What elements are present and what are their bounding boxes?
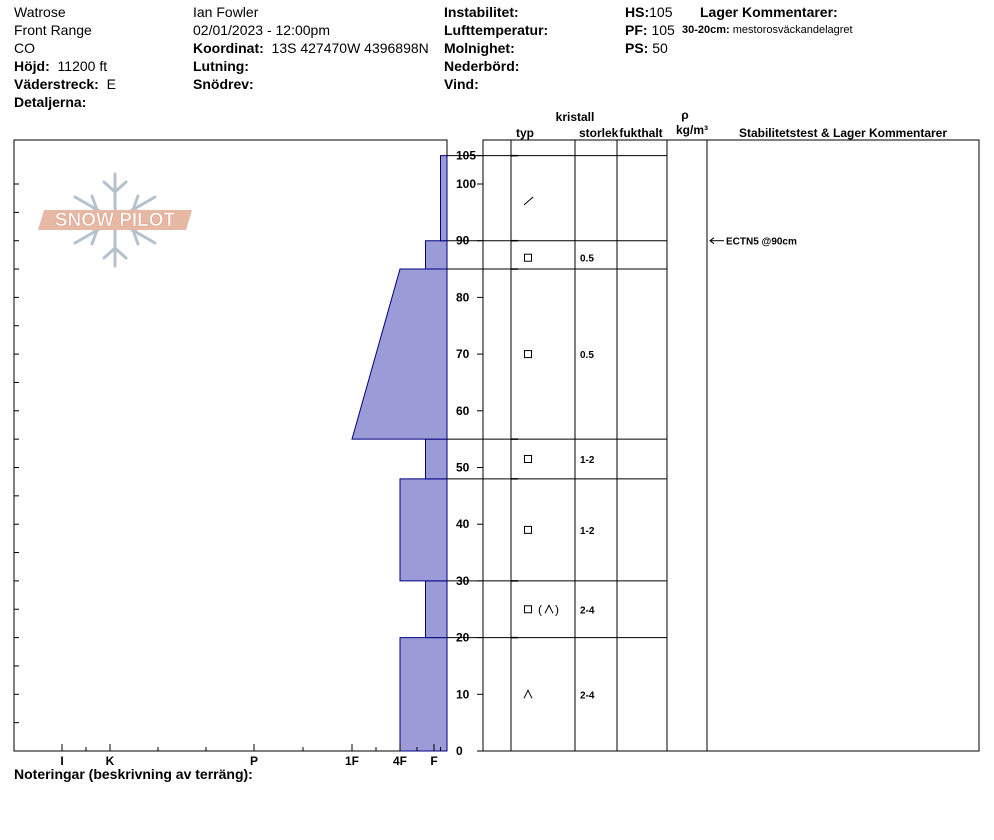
hs-label: HS:: [625, 4, 650, 20]
crystal-paren-close: ): [555, 602, 559, 617]
crystal-size: 2-4: [580, 605, 595, 617]
hardness-layer: [426, 581, 448, 638]
crystal-paren-open: (: [538, 602, 542, 617]
depth-tick-label: 50: [456, 460, 470, 475]
depth-tick-label: 90: [456, 233, 470, 248]
hardness-layer: [352, 269, 447, 439]
pf-label: PF:: [625, 22, 648, 38]
depth-axis: [456, 149, 483, 758]
location-name: Watrose: [14, 4, 66, 20]
hardness-tick-label: 1F: [344, 754, 360, 768]
crystal-rows: [524, 197, 595, 701]
ps-label: PS:: [625, 40, 649, 56]
depth-tick-label: 0: [456, 744, 463, 758]
hardness-tick-label: F: [430, 754, 438, 768]
crystal-size: 0.5: [580, 253, 594, 265]
stability-tests: [710, 237, 797, 248]
hardness-layer: [400, 638, 447, 751]
crystal-facet-icon: [525, 254, 532, 261]
wind-label: Vind:: [444, 76, 479, 92]
depth-tick-label: 40: [456, 517, 470, 532]
crystal-precip-icon: [524, 197, 533, 205]
hs-value: 105: [649, 4, 673, 20]
coordinate-value: 13S 427470W 4396898N: [271, 40, 429, 56]
ps-value: 50: [652, 40, 668, 56]
layer-table-frame: [483, 140, 979, 751]
hardness-tick-label: K: [105, 754, 115, 768]
slope-label: Lutning:: [193, 58, 249, 74]
hardness-tick-label: 4F: [392, 754, 408, 768]
mountain-range: Front Range: [14, 22, 92, 38]
header-rho: ρ: [681, 108, 689, 122]
crystal-size: 1-2: [580, 525, 595, 537]
crystal-facet-icon: [525, 606, 532, 613]
elevation-label: Höjd:: [14, 58, 50, 74]
depth-tick-label: 60: [456, 403, 470, 418]
depth-tick-label: 30: [456, 573, 470, 588]
observer-name: Ian Fowler: [193, 4, 259, 20]
header-moisture: fukthalt: [619, 126, 663, 140]
snowpilot-logo: [38, 174, 192, 266]
crystal-depth-hoar-icon: [524, 690, 532, 698]
depth-tick-label: 80: [456, 290, 470, 305]
logo-text: SNOW PILOT: [54, 210, 176, 231]
hardness-tick-label: P: [249, 754, 259, 768]
crystal-facet-icon: [525, 455, 532, 462]
header-size: storlek: [579, 126, 619, 140]
depth-tick-label: 100: [456, 177, 477, 191]
hardness-layer: [426, 241, 448, 269]
sky-label: Molnighet:: [444, 40, 515, 56]
depth-tick-label: 20: [456, 630, 470, 645]
hardness-axis: [60, 744, 440, 768]
depth-tick-label: 70: [456, 347, 470, 362]
crystal-size: 0.5: [580, 350, 594, 362]
precip-label: Nederbörd:: [444, 58, 520, 74]
header-density: kg/m³: [675, 123, 709, 137]
crystal-facet-icon: [525, 526, 532, 533]
hardness-layers: [352, 156, 447, 751]
crystal-size: 2-4: [580, 690, 595, 702]
left-depth-ticks: [14, 184, 19, 723]
crystal-depth-hoar-icon: [545, 605, 553, 613]
details-label: Detaljerna:: [14, 94, 87, 110]
drift-label: Snödrev:: [193, 76, 254, 92]
instability-label: Instabilitet:: [444, 4, 519, 20]
state: CO: [14, 40, 35, 56]
header-stability: Stabilitetstest & Lager Kommentarer: [738, 126, 948, 140]
hardness-layer: [426, 439, 448, 479]
hardness-layer: [400, 479, 447, 581]
aspect-value: E: [106, 76, 116, 92]
stability-test-label: ECTN5 @90cm: [726, 236, 797, 248]
hardness-plot-frame: [14, 140, 447, 751]
crystal-size: 1-2: [580, 454, 595, 466]
header-crystal: kristall: [555, 110, 595, 124]
layer-comments-title: Lager Kommentarer:: [700, 4, 838, 20]
airtemp-label: Lufttemperatur:: [444, 22, 549, 38]
depth-tick-label: 105: [456, 148, 477, 163]
layer-comment-range: 30-20cm:: [682, 24, 730, 36]
depth-tick-label: 10: [456, 687, 470, 702]
coordinate-label: Koordinat:: [193, 40, 264, 56]
elevation-value: 11200 ft: [57, 58, 108, 74]
hardness-tick-label: I: [60, 754, 64, 768]
observation-datetime: 02/01/2023 - 12:00pm: [193, 22, 330, 38]
pf-value: 105: [651, 22, 675, 38]
crystal-facet-icon: [525, 351, 532, 358]
layer-comment-text: mestorosväckandelagret: [732, 24, 853, 36]
header-type: typ: [516, 126, 534, 140]
notes-label: Noteringar (beskrivning av terräng):: [14, 766, 253, 782]
hardness-layer: [441, 156, 448, 241]
layer-boundaries: [447, 156, 667, 638]
aspect-label: Väderstreck:: [14, 76, 99, 92]
